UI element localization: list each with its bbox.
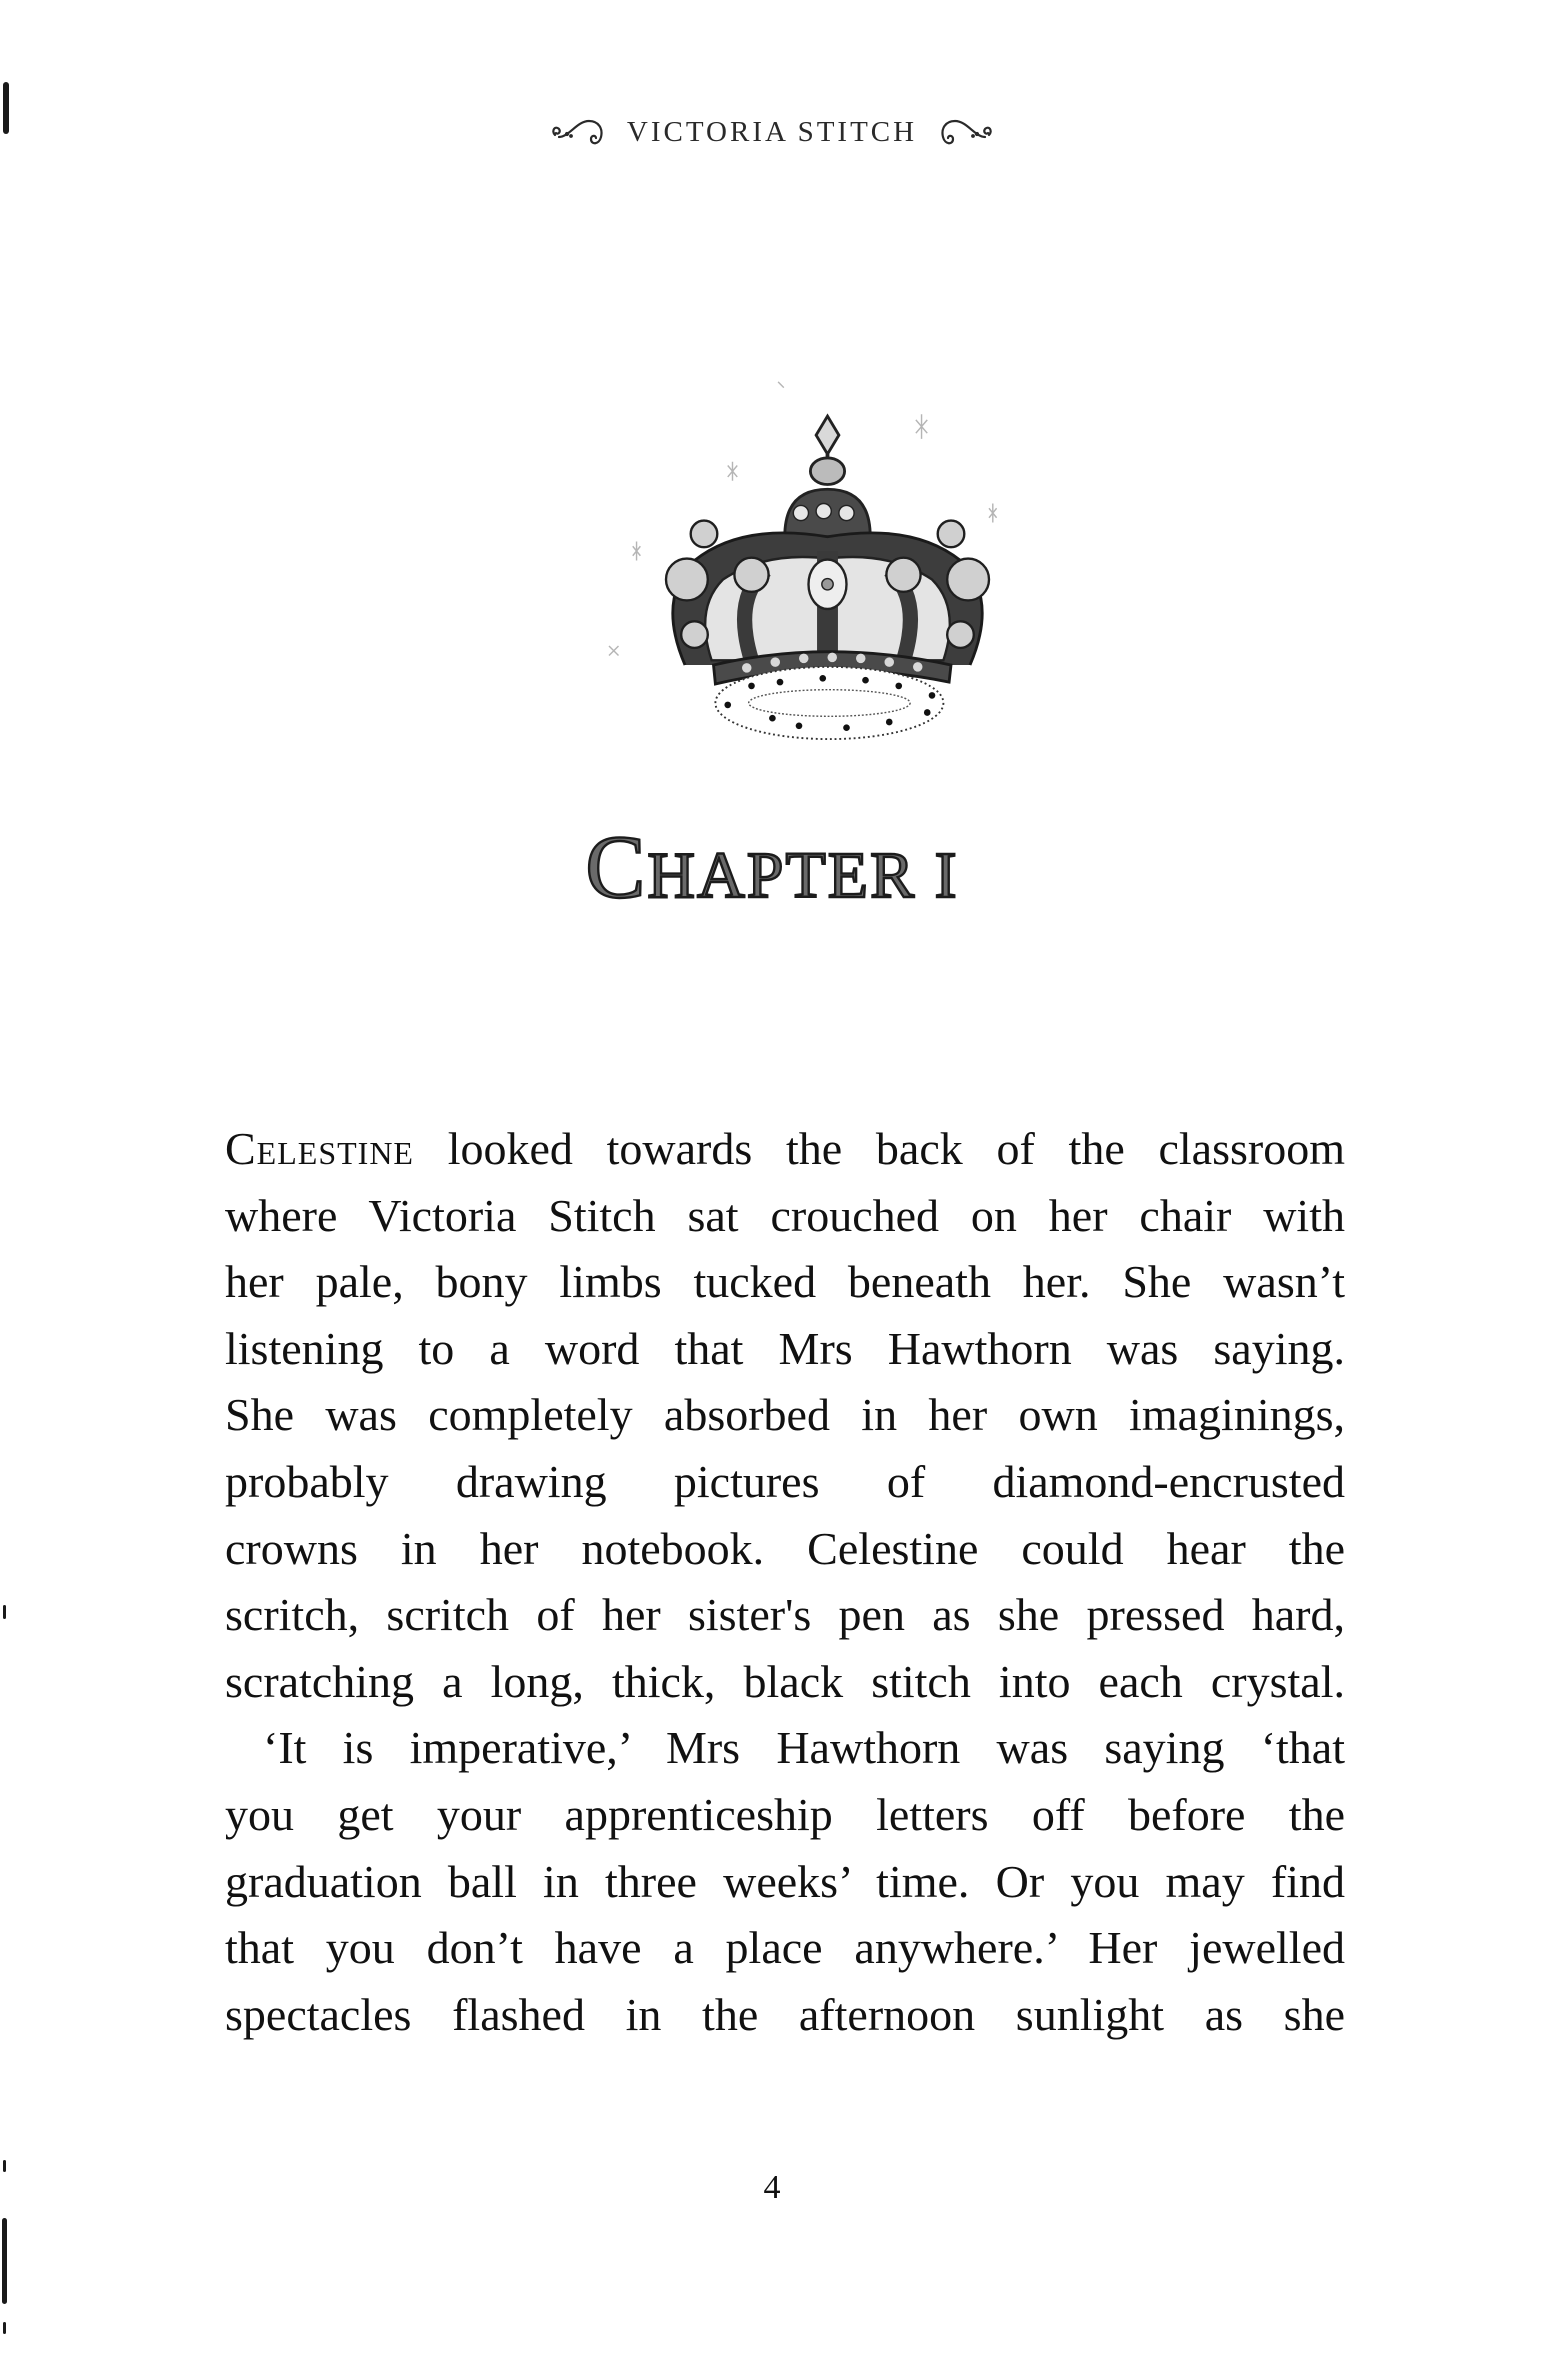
crown-illustration [560, 380, 1000, 760]
text-line: spectacles flashed in the afternoon sunlight as she [225, 1988, 1345, 2040]
scroll-flourish-left-icon [549, 115, 611, 149]
chapter-title-initial: C [585, 818, 648, 917]
text-line: crowns in her notebook. Celestine could hear the [225, 1522, 1345, 1574]
chapter-title [0, 818, 1544, 926]
chapter-title-label: HAPTER [647, 839, 917, 912]
scan-edge-mark [3, 2322, 6, 2334]
text-line: graduation ball in three weeks’ time. Or you may find [225, 1855, 1345, 1907]
scan-edge-mark [2, 2218, 7, 2304]
text-line: you get your apprenticeship letters off before the [225, 1788, 1345, 1840]
text-line-paragraph-start: ‘It is imperative,’ Mrs Hawthorn was saying ‘that [263, 1722, 1345, 1774]
running-header-title: VICTORIA STITCH [626, 116, 918, 148]
text-line: that you don’t have a place anywhere.’ Her jewelled [225, 1922, 1345, 1974]
text-line: where Victoria Stitch sat crouched on her chair with [225, 1189, 1345, 1241]
text-line: her pale, bony limbs tucked beneath her. She wasn’t [225, 1256, 1345, 1308]
text-line: probably drawing pictures of diamond-encrusted [225, 1455, 1345, 1507]
text-line: listening to a word that Mrs Hawthorn was saying. [225, 1322, 1345, 1374]
running-header [0, 112, 1544, 152]
chapter-number: I [934, 839, 959, 912]
scroll-flourish-right-icon [933, 115, 995, 149]
text-line: Celestine looked towards the back of the classroom [225, 1123, 1345, 1174]
text-line: She was completely absorbed in her own imaginings, [225, 1389, 1345, 1441]
page-number: 4 [763, 2169, 781, 2206]
scan-edge-mark [3, 1605, 6, 1619]
chapter-body [225, 1116, 1345, 2048]
text-line: scritch, scritch of her sister's pen as she pressed hard, [225, 1589, 1345, 1641]
opening-smallcaps-word: Celestine [225, 1123, 414, 1174]
text-line: scratching a long, thick, black stitch into each crystal. [225, 1655, 1345, 1707]
